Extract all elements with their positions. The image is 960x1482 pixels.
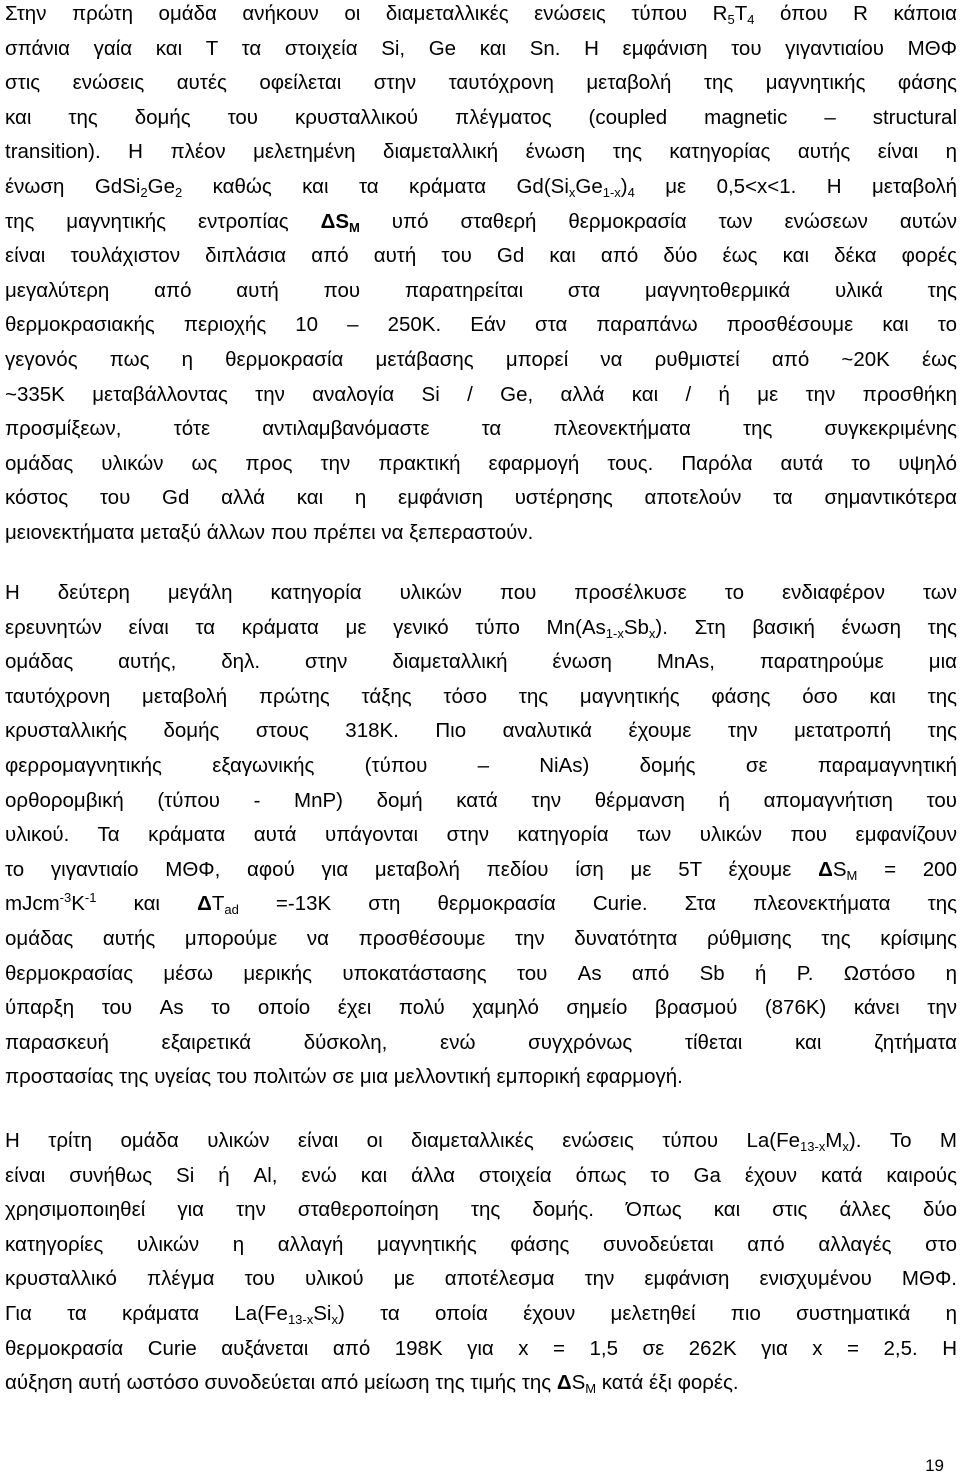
text-line: ορθορομβική (τύπου - MnP) δομή κατά την θέρμανση ή απομαγνήτιση του [5, 788, 957, 812]
text-line: χρησιμοποιηθεί για την σταθεροποίηση της δομής. Όπως και στις άλλες δύο [5, 1198, 957, 1222]
text-line: μειονεκτήματα μεταξύ άλλων που πρέπει να ξεπεραστούν. [5, 520, 534, 544]
text-line: μεγαλύτερη από αυτή που παρατηρείται στα μαγνητοθερμικά υλικά της [5, 278, 957, 302]
text-line: φερρομαγνητικής εξαγωνικής (τύπου – NiAs) δομής σε παραμαγνητική [5, 753, 957, 777]
text-line: γεγονός πως η θερμοκρασία μετάβασης μπορεί να ρυθμιστεί από ~20K έως [5, 347, 957, 371]
text-line: υλικού. Τα κράματα αυτά υπάγονται στην κατηγορία των υλικών που εμφανίζουν [5, 823, 957, 847]
text-line: Η δεύτερη μεγάλη κατηγορία υλικών που προσέλκυσε το ενδιαφέρον των [5, 581, 957, 604]
text-line: παρασκευή εξαιρετικά δύσκολη, ενώ συγχρόνως τίθεται και ζητήματα [5, 1030, 957, 1054]
text-line: θερμοκρασία Curie αυξάνεται από 198K για x = 1,5 σε 262K για x = 2,5. Η [5, 1336, 957, 1360]
text-line: προσμίξεων, τότε αντιλαμβανόμαστε τα πλεονεκτήματα της συγκεκριμένης [5, 417, 957, 441]
text-line: και της δομής του κρυσταλλικού πλέγματος (coupled magnetic – structural [5, 105, 957, 129]
text-line: θερμοκρασιακής περιοχής 10 – 250K. Εάν στα παραπάνω προσθέσουμε και το [5, 313, 957, 337]
text-line: ομάδας αυτής, δηλ. στην διαμεταλλική ένωση MnAs, παρατηρούμε μια [5, 650, 957, 674]
text-line: προστασίας της υγείας του πολιτών σε μια μελλοντική εμπορική εφαρμογή. [5, 1065, 683, 1089]
text-line: θερμοκρασίας μέσω μερικής υποκατάστασης του As από Sb ή P. Ωστόσο η [5, 961, 957, 985]
text-line: $mJcm^{-3}K^{-1}$ και $\Delta T_{ad} =-13K$ στη θερμοκρασία Curie. Στα πλεονεκτήματα της [5, 890, 957, 918]
text-line: είναι συνήθως Si ή Al, ενώ και άλλα στοιχεία όπως το Ga έχουν κατά καιρούς [5, 1163, 957, 1187]
text-line: ύπαρξη του As το οποίο έχει πολύ χαμηλό σημείο βρασμού (876K) κάνει την [5, 996, 957, 1020]
text-line: ένωση $GdSi_2Ge_2$ καθώς και τα κράματα $Gd(Si_xGe_{1-x})_4$ με 0,5<x<1. Η μεταβολή [5, 174, 957, 200]
text-line: σπάνια γαία και T τα στοιχεία Si, Ge και Sn. Η εμφάνιση του γιγαντιαίου ΜΘΦ [5, 36, 957, 60]
text-line: της μαγνητικής εντροπίας $\Delta S_M$ υπό σταθερή θερμοκρασία των ενώσεων αυτών [5, 209, 957, 235]
text-line: είναι τουλάχιστον διπλάσια από αυτή του Gd και από δύο έως και δέκα φορές [5, 244, 957, 268]
text-line: κόστος του Gd αλλά και η εμφάνιση υστέρησης αποτελούν τα σημαντικότερα [5, 486, 957, 510]
text-line: Στην πρώτη ομάδα ανήκουν οι διαμεταλλικές ενώσεις τύπου $R_5T_4$ όπου R κάποια [5, 2, 957, 27]
paragraph-lafe-group [5, 1124, 957, 1401]
text-line: ταυτόχρονη μεταβολή πρώτης τάξης τόσο της μαγνητικής φάσης όσο και της [5, 684, 957, 708]
text-line: Η τρίτη ομάδα υλικών είναι οι διαμεταλλικές ενώσεις τύπου $La(Fe_{13-x}M_x)$. Το M [5, 1129, 957, 1154]
text-line: στις ενώσεις αυτές οφείλεται στην ταυτόχρονη μεταβολή της μαγνητικής φάσης [5, 71, 957, 95]
text-line: το γιγαντιαίο ΜΘΦ, αφού για μεταβολή πεδίου ίση με 5T έχουμε $\Delta S_M = 200$ [5, 857, 957, 883]
text-line: αύξηση αυτή ωστόσο συνοδεύεται από μείωση της τιμής της $\Delta S_M$ κατά έξι φορές. [5, 1371, 739, 1397]
text-line: κρυσταλλικό πλέγμα του υλικού με αποτέλεσμα την εμφάνιση ενισχυμένου ΜΘΦ. [5, 1267, 957, 1291]
text-line: ~335K μεταβάλλοντας την αναλογία Si / Ge, αλλά και / ή με την προσθήκη [5, 382, 957, 406]
text-line: ερευνητών είναι τα κράματα με γενικό τύπο $Mn(As_{1-x}Sb_x)$. Στη βασική ένωση της [5, 615, 957, 641]
text-line: ομάδας υλικών ως προς την πρακτική εφαρμογή τους. Παρόλα αυτά το υψηλό [5, 451, 957, 475]
text-line: ομάδας αυτής μπορούμε να προσθέσουμε την δυνατότητα ρύθμισης της κρίσιμης [5, 926, 957, 950]
text-line: transition). Η πλέον μελετημένη διαμεταλλική ένωση της κατηγορίας αυτής είναι η [5, 140, 957, 164]
text-line: Για τα κράματα $La(Fe_{13-x}Si_x)$ τα οποία έχουν μελετηθεί πιο συστηματικά η [5, 1301, 957, 1327]
paragraph-mnassb-group [5, 576, 957, 1095]
text-line: κρυσταλλικής δομής στους 318K. Πιο αναλυτικά έχουμε την μετατροπή της [5, 719, 957, 743]
paragraph-r5t4-group [5, 0, 957, 551]
page-number: 19 [925, 1456, 944, 1475]
text-line: κατηγορίες υλικών η αλλαγή μαγνητικής φάσης συνοδεύεται από αλλαγές στο [5, 1232, 957, 1256]
